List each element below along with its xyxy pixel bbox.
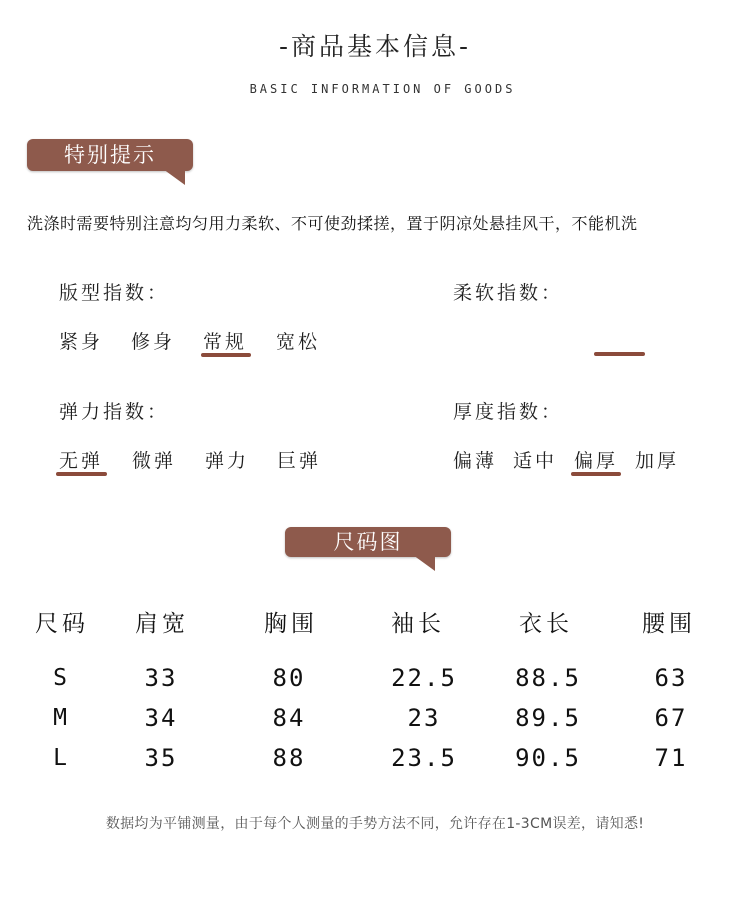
elasticity-option-super: 巨弹 [277, 450, 322, 472]
thickness-option-extra-thick: 加厚 [635, 450, 680, 472]
header-size: 尺码 [35, 611, 89, 637]
size-cell: S [53, 665, 67, 691]
table-cell: 89.5 [515, 704, 581, 732]
badge-tail-icon [413, 555, 435, 571]
table-cell: 88 [272, 744, 306, 772]
page-title: -商品基本信息- [278, 32, 472, 61]
thickness-option-thick: 偏厚 [574, 450, 619, 472]
table-cell: 67 [654, 704, 688, 732]
elasticity-option-elastic: 弹力 [205, 450, 250, 472]
header-shoulder: 肩宽 [135, 611, 189, 637]
fit-option-tight: 紧身 [59, 331, 104, 353]
size-chart-badge [285, 527, 451, 557]
fit-option-loose: 宽松 [276, 331, 321, 353]
table-cell: 23 [407, 704, 441, 732]
elasticity-selected-underline [56, 472, 107, 476]
table-cell: 34 [144, 704, 178, 732]
fit-index-label: 版型指数： [59, 282, 170, 304]
table-cell: 80 [272, 664, 306, 692]
softness-index-label: 柔软指数： [453, 282, 564, 304]
table-cell: 63 [654, 664, 688, 692]
size-chart-badge-label: 尺码图 [333, 530, 403, 554]
table-cell: 22.5 [391, 664, 457, 692]
elasticity-option-slight: 微弹 [132, 450, 177, 472]
thickness-index-label: 厚度指数： [453, 401, 564, 423]
table-cell: 84 [272, 704, 306, 732]
fit-option-regular: 常规 [203, 331, 248, 353]
table-cell: 35 [144, 744, 178, 772]
page-subtitle: BASIC INFORMATION OF GOODS [249, 82, 516, 96]
header-waist: 腰围 [642, 611, 696, 637]
table-cell: 71 [654, 744, 688, 772]
size-cell: L [53, 745, 67, 771]
thickness-option-medium: 适中 [513, 450, 558, 472]
thickness-selected-underline [571, 472, 621, 476]
table-cell: 88.5 [515, 664, 581, 692]
header-length: 衣长 [519, 611, 573, 637]
elasticity-index-label: 弹力指数： [59, 401, 170, 423]
table-cell: 33 [144, 664, 178, 692]
fit-option-slim: 修身 [131, 331, 176, 353]
fit-selected-underline [201, 353, 251, 357]
table-cell: 90.5 [515, 744, 581, 772]
special-notice-text: 洗涤时需要特别注意均匀用力柔软、不可使劲揉搓，置于阴凉处悬挂风干，不能机洗 [27, 214, 638, 233]
special-notice-badge [27, 139, 193, 171]
badge-tail-icon [163, 169, 185, 185]
size-cell: M [53, 705, 67, 731]
header-sleeve: 袖长 [391, 611, 445, 637]
elasticity-option-none: 无弹 [59, 450, 104, 472]
thickness-option-thin: 偏薄 [453, 450, 498, 472]
header-chest: 胸围 [264, 611, 318, 637]
measurement-footnote: 数据均为平铺测量，由于每个人测量的手势方法不同，允许存在1-3CM误差，请知悉! [105, 816, 645, 832]
softness-selected-underline [594, 352, 645, 356]
table-cell: 23.5 [391, 744, 457, 772]
special-notice-badge-label: 特别提示 [64, 143, 156, 167]
